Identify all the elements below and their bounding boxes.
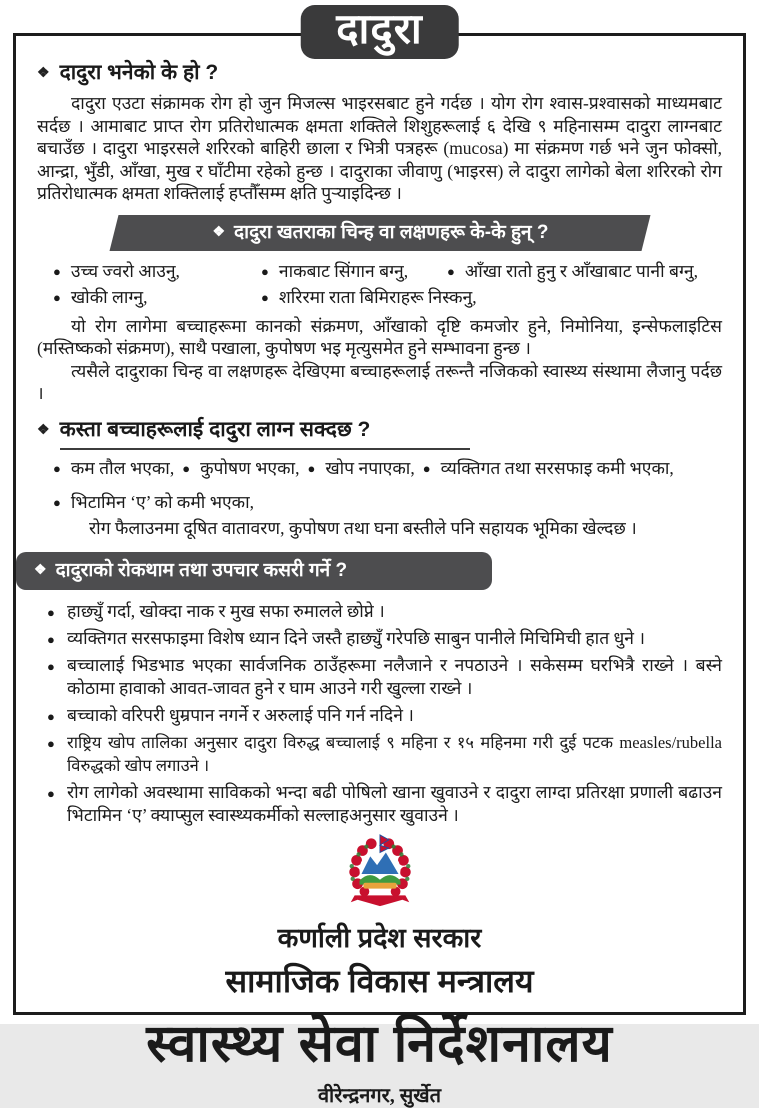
prevention-text: बच्चालाई भिडभाड भएका सार्वजनिक ठाउँहरूमा नलैजाने र नपठाउने । सकेसम्म घरभित्रै राख्ने । बस्ने कोठामा हावाको आवत-जावत हुने र घाम आउने गरी खुल्ला राख्ने । xyxy=(67,654,722,698)
prevention-text: व्यक्तिगत सरसफाइमा विशेष ध्यान दिने जस्तै हाछ्युँ गरेपछि साबुन पानीले मिचिमिची हात धुने । xyxy=(67,627,646,648)
bullet-icon: ● xyxy=(47,604,55,620)
symptoms-advice: त्यसैले दादुराका चिन्ह वा लक्षणहरू देखिएमा बच्चाहरूलाई तरून्तै नजिकको स्वास्थ्य संस्थामा लैजानु पर्दछ । xyxy=(37,360,722,403)
footer-ministry: सामाजिक विकास मन्त्रालय xyxy=(225,962,534,999)
bullet-icon: ● xyxy=(53,289,61,305)
symptoms-list xyxy=(37,259,722,311)
nepal-emblem xyxy=(37,833,722,916)
list-item xyxy=(307,456,414,482)
section-risk-heading-text: कस्ता बच्चाहरूलाई दादुरा लाग्न सक्दछ ? xyxy=(60,415,470,450)
risk-text: व्यक्तिगत तथा सरसफाइ कमी भएका, xyxy=(440,457,674,478)
diamond-icon: ❖ xyxy=(37,64,50,80)
list-item xyxy=(37,731,722,777)
list-item xyxy=(53,456,174,482)
section-symptoms-banner xyxy=(109,215,650,251)
risk-note: रोग फैलाउनमा दूषित वातावरण, कुपोषण तथा घना बस्तीले पनि सहायक भूमिका खेल्दछ । xyxy=(89,517,637,538)
risk-factors-list xyxy=(37,456,722,516)
list-item xyxy=(423,456,674,482)
bullet-icon: ● xyxy=(53,460,61,476)
symptom-text: खोकी लाग्नु, xyxy=(70,286,148,307)
footer xyxy=(37,918,722,1108)
prevention-text: रोग लागेको अवस्थामा साविकको भन्दा बढी पोषिलो खाना खुवाउने र दादुरा लाग्दा प्रतिरक्षा प्रणाली बढाउन भिटामिन ‘ए’ क्याप्सुल स्वास्थ्यकर्मीको सल्लाहअनुसार खुवाउने । xyxy=(67,781,722,825)
bullet-icon: ● xyxy=(307,460,316,476)
section-what-body: दादुरा एउटा संक्रामक रोग हो जुन मिजल्स भाइरसबाट हुने गर्दछ । योग रोग श्वास-प्रश्वासको माध्यमबाट सर्दछ । आमाबाट प्राप्त रोग प्रतिरोधात्मक क्षमता शक्तिले शिशुहरूलाई ६ देखि ९ महिनासम्म दादुरा लाग्नबाट बचाउँछ । दादुरा भाइरसले शरिरको बाहिरी छाला र भित्री पत्रहरू (mucosa) मा संक्रमण गर्छ भने जुन फोक्सो, आन्द्रा, भुँडी, आँखा, मुख र घाँटीमा रहेको हुन्छ । दादुराका जीवाणु (भाइरस) ले दादुरा लागेको बेला शरिरको रोग प्रतिरोधात्मक क्षमता शक्तिलाई हप्तौँसम्म क्षति पुर्‍याइदिन्छ । xyxy=(37,93,722,203)
diamond-icon: ❖ xyxy=(34,560,47,577)
bullet-icon: ● xyxy=(47,631,55,647)
list-item xyxy=(37,259,261,285)
bullet-icon: ● xyxy=(53,494,61,510)
bullet-icon: ● xyxy=(47,658,55,674)
list-item xyxy=(53,490,722,516)
bullet-icon: ● xyxy=(447,263,455,279)
symptom-text: उच्च ज्वरो आउनु, xyxy=(70,260,180,281)
list-item xyxy=(37,627,722,650)
footer-directorate: स्वास्थ्य सेवा निर्देशनालय xyxy=(146,1014,613,1073)
symptoms-consequences: यो रोग लागेमा बच्चाहरूमा कानको संक्रमण, आँखाको दृष्टि कमजोर हुने, निमोनिया, इन्सेफलाइटिस (मस्तिष्कको संक्रमण), साथै पखाला, कुपोषण भइ मृत्युसमेत हुने सम्भावना हुन्छ । xyxy=(37,315,722,358)
section-prevention-heading-text: दादुराको रोकथाम तथा उपचार कसरी गर्ने ? xyxy=(55,559,348,581)
risk-text: खोप नपाएका, xyxy=(325,457,415,478)
bullet-icon: ● xyxy=(47,785,55,801)
bullet-icon: ● xyxy=(47,708,55,724)
bullet-icon: ● xyxy=(422,460,431,476)
bullet-icon: ● xyxy=(261,263,269,279)
risk-text: कम तौल भएका, xyxy=(70,457,175,478)
diamond-icon: ❖ xyxy=(211,222,225,239)
list-item xyxy=(37,285,261,311)
prevention-text: हाछ्युँ गर्दा, खोक्दा नाक र मुख सफा रुमालले छोप्ने । xyxy=(67,600,385,621)
list-item xyxy=(261,259,447,285)
poster-content xyxy=(16,36,743,1107)
symptom-text: नाकबाट सिंगान बग्नु, xyxy=(278,260,409,281)
footer-province: कर्णाली प्रदेश सरकार xyxy=(277,922,482,953)
risk-text: कुपोषण भएका, xyxy=(200,457,300,478)
symptom-text: आँखा रातो हुनु र आँखाबाट पानी बग्नु, xyxy=(464,260,698,281)
list-item xyxy=(447,259,722,285)
section-symptoms-heading-text: दादुरा खतराका चिन्ह वा लक्षणहरू के-के हुन् ? xyxy=(233,221,548,243)
section-what-heading xyxy=(37,58,722,86)
list-item xyxy=(261,285,722,311)
footer-location: वीरेन्द्रनगर, सुर्खेत xyxy=(317,1084,442,1107)
poster-title: दादुरा xyxy=(300,5,459,59)
symptom-text: शरिरमा राता बिमिराहरू निस्कनु, xyxy=(278,286,477,307)
bullet-icon: ● xyxy=(47,735,55,751)
diamond-icon: ❖ xyxy=(37,420,50,437)
list-item xyxy=(182,456,299,482)
nepal-emblem-graphic xyxy=(342,833,418,911)
prevention-text: राष्ट्रिय खोप तालिका अनुसार दादुरा विरुद्ध बच्चालाई ९ महिना र १५ महिनमा गरी दुई पटक measles/rubella विरुद्धको खोप लगाउने । xyxy=(67,732,722,775)
list-item xyxy=(37,600,722,623)
prevention-text: बच्चाको वरिपरी धुम्रपान नगर्ने र अरुलाई पनि गर्न नदिने । xyxy=(67,704,414,725)
list-item xyxy=(37,781,722,827)
risk-text: भिटामिन ‘ए’ को कमी भएका, xyxy=(70,491,255,512)
bullet-icon: ● xyxy=(53,263,61,279)
section-prevention-banner xyxy=(16,552,492,590)
section-what-heading-text: दादुरा भनेको के हो ? xyxy=(59,61,219,84)
prevention-list xyxy=(37,600,722,827)
list-item xyxy=(37,654,722,700)
bullet-icon: ● xyxy=(261,289,269,305)
section-risk-heading xyxy=(37,415,722,450)
bullet-icon: ● xyxy=(182,460,191,476)
list-item xyxy=(37,704,722,727)
